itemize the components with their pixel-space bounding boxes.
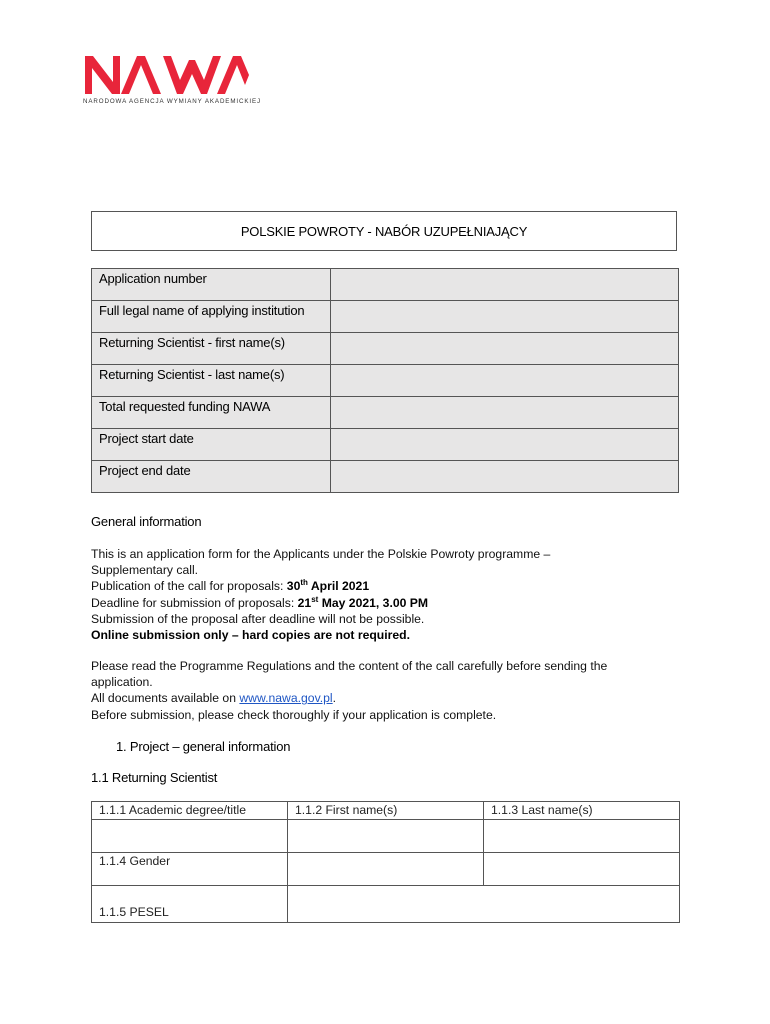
general-information-heading: General information	[91, 514, 202, 529]
table-row	[92, 429, 679, 461]
application-table	[91, 268, 679, 493]
online-note: Online submission only – hard copies are not required.	[91, 628, 410, 643]
table-row	[92, 365, 679, 397]
row-label-application-number: Application number	[92, 269, 331, 301]
table-row	[92, 820, 680, 853]
table-row	[92, 802, 680, 820]
documents-prefix: All documents available on	[91, 691, 240, 706]
form-title: POLSKIE POWROTY - NABÓR UZUPEŁNIAJĄCY	[91, 211, 677, 251]
empty-cell	[484, 853, 680, 886]
nawa-website-link[interactable]: www.nawa.gov.pl	[239, 691, 333, 706]
deadline-rest: May 2021, 3.00 PM	[318, 595, 429, 610]
row-label-funding: Total requested funding NAWA	[92, 397, 331, 429]
section-1-heading: 1. Project – general information	[116, 739, 291, 754]
scientist-first-name-field[interactable]	[288, 820, 484, 853]
table-row	[92, 397, 679, 429]
first-name-label: 1.1.2 First name(s)	[288, 802, 484, 820]
publication-line	[91, 578, 691, 594]
pesel-field[interactable]	[288, 886, 680, 923]
end-date-field[interactable]	[331, 461, 679, 493]
publication-label: Publication of the call for proposals:	[91, 579, 287, 594]
read-line-1: Please read the Programme Regulations and the content of the call carefully before sending the	[91, 659, 608, 673]
table-row	[92, 333, 679, 365]
table-row	[92, 461, 679, 493]
row-label-first-name: Returning Scientist - first name(s)	[92, 333, 331, 365]
deadline-line	[91, 595, 691, 611]
deadline-date	[298, 596, 428, 610]
general-information-text	[91, 546, 691, 643]
logo-subtitle: NARODOWA AGENCJA WYMIANY AKADEMICKIEJ	[83, 98, 262, 105]
scientist-last-name-field[interactable]	[484, 820, 680, 853]
degree-label: 1.1.1 Academic degree/title	[92, 802, 288, 820]
publication-suffix: th	[300, 578, 308, 588]
publication-day: 30	[286, 579, 301, 594]
pesel-label: 1.1.5 PESEL	[92, 886, 288, 923]
publication-date	[287, 579, 369, 593]
last-name-field[interactable]	[331, 365, 679, 397]
table-row	[92, 853, 680, 886]
start-date-field[interactable]	[331, 429, 679, 461]
check-note: Before submission, please check thoroughly if your application is complete.	[91, 707, 497, 722]
table-row	[92, 301, 679, 333]
documents-line	[91, 690, 691, 706]
gender-label: 1.1.4 Gender	[92, 853, 288, 886]
table-row	[92, 269, 679, 301]
row-label-start-date: Project start date	[92, 429, 331, 461]
returning-scientist-table	[91, 801, 680, 923]
section-1-1-heading: 1.1 Returning Scientist	[91, 770, 218, 785]
late-note: Submission of the proposal after deadline will not be possible.	[91, 611, 425, 626]
read-line-2: application.	[91, 675, 153, 690]
row-label-institution: Full legal name of applying institution	[92, 301, 331, 333]
gender-field[interactable]	[288, 853, 484, 886]
intro-line-2: Supplementary call.	[91, 563, 199, 578]
nawa-logo-mark	[83, 50, 249, 96]
row-label-last-name: Returning Scientist - last name(s)	[92, 365, 331, 397]
degree-field[interactable]	[92, 820, 288, 853]
first-name-field[interactable]	[331, 333, 679, 365]
last-name-label: 1.1.3 Last name(s)	[484, 802, 680, 820]
deadline-day: 21	[297, 595, 312, 610]
intro-line-1: This is an application form for the Applicants under the Polskie Powroty programme –	[91, 547, 551, 561]
deadline-suffix: st	[311, 594, 319, 604]
table-row	[92, 886, 680, 923]
funding-field[interactable]	[331, 397, 679, 429]
documents-suffix: .	[332, 691, 337, 706]
publication-rest: April 2021	[307, 579, 370, 594]
row-label-end-date: Project end date	[92, 461, 331, 493]
deadline-label: Deadline for submission of proposals:	[91, 595, 298, 610]
nawa-logo	[83, 50, 262, 105]
institution-field[interactable]	[331, 301, 679, 333]
application-number-field[interactable]	[331, 269, 679, 301]
instructions-text	[91, 658, 691, 723]
